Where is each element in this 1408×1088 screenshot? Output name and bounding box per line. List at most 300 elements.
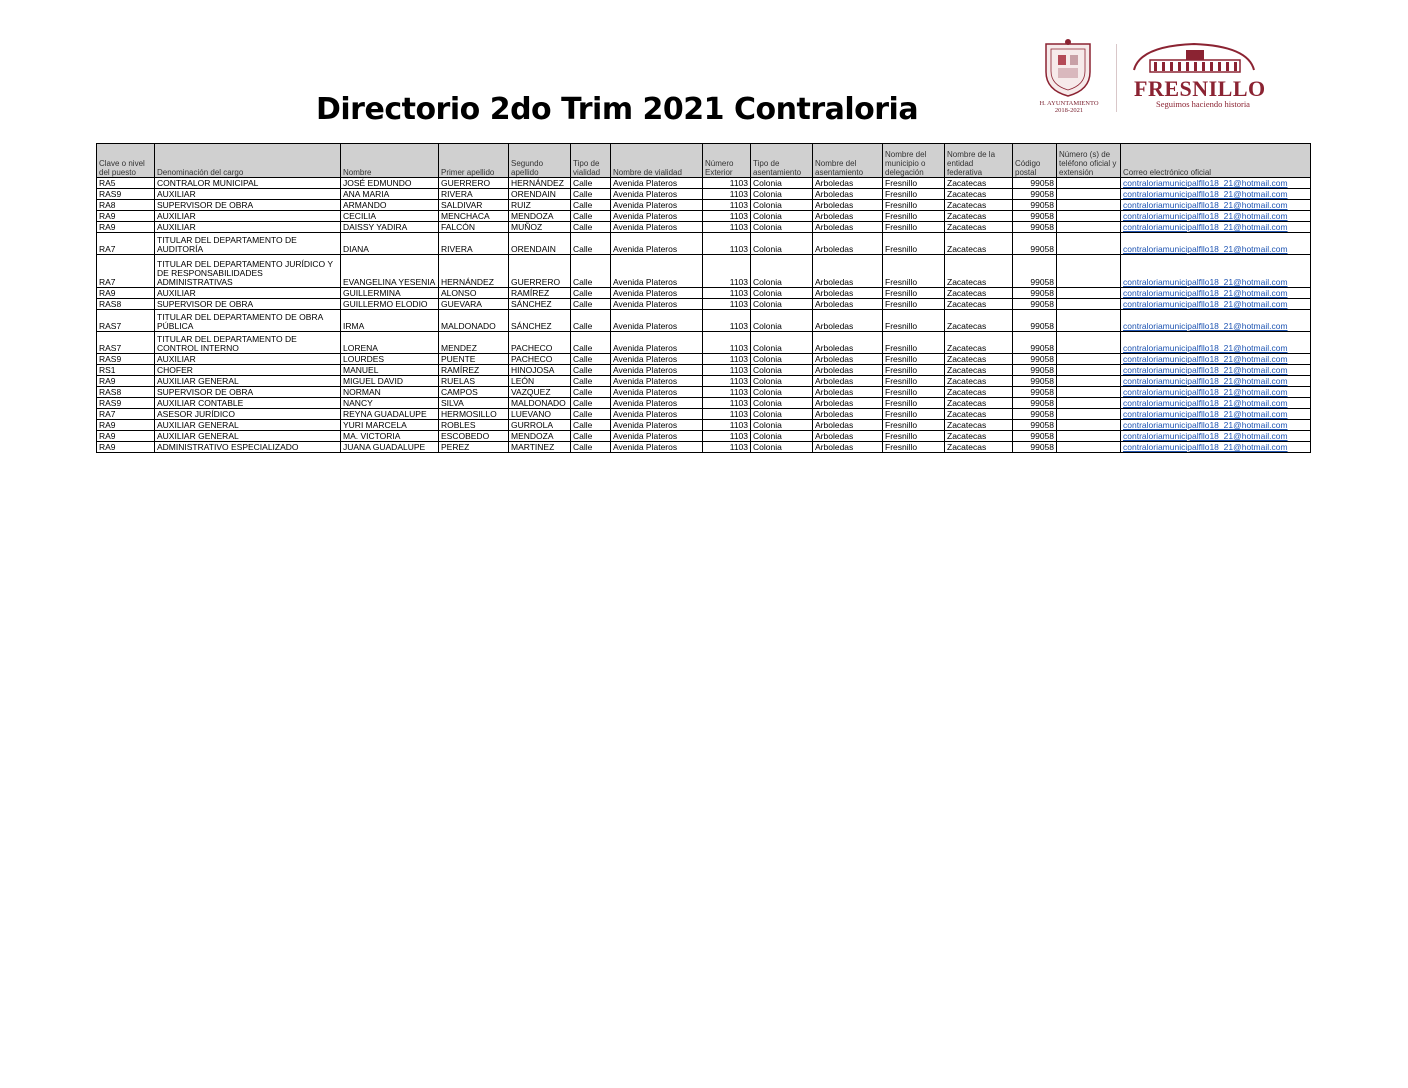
table-cell: Fresnillo <box>883 310 945 332</box>
table-cell <box>1057 365 1121 376</box>
table-cell: PEREZ <box>439 442 509 453</box>
table-cell: YURI MARCELA <box>341 420 439 431</box>
email-link[interactable]: contraloriamunicipalfllo18_21@hotmail.com <box>1121 332 1311 354</box>
table-cell: ANA MARIA <box>341 189 439 200</box>
seal-caption-line2: 2018-2021 <box>1054 107 1084 114</box>
table-row <box>97 431 1311 442</box>
table-cell: Fresnillo <box>883 376 945 387</box>
table-cell: PACHECO <box>509 332 571 354</box>
table-cell: Zacatecas <box>945 288 1013 299</box>
table-cell: HERNÁNDEZ <box>509 178 571 189</box>
email-link[interactable]: contraloriamunicipalfllo18_21@hotmail.com <box>1121 354 1311 365</box>
table-cell <box>1057 376 1121 387</box>
table-cell: Calle <box>571 222 611 233</box>
table-cell: Zacatecas <box>945 365 1013 376</box>
table-cell: Zacatecas <box>945 420 1013 431</box>
table-cell: Calle <box>571 398 611 409</box>
table-cell: Colonia <box>751 376 813 387</box>
table-cell: Arboledas <box>813 354 883 365</box>
column-header: Correo electrónico oficial <box>1121 144 1311 178</box>
table-cell: Colonia <box>751 442 813 453</box>
table-cell: Colonia <box>751 354 813 365</box>
table-cell <box>1057 409 1121 420</box>
table-cell: Avenida Plateros <box>611 211 703 222</box>
email-link[interactable]: contraloriamunicipalfllo18_21@hotmail.com <box>1121 442 1311 453</box>
table-cell: Arboledas <box>813 288 883 299</box>
table-cell: Calle <box>571 365 611 376</box>
table-cell: SUPERVISOR DE OBRA <box>155 299 341 310</box>
table-cell: Calle <box>571 387 611 398</box>
column-header: Número (s) de teléfono oficial y extensión <box>1057 144 1121 178</box>
table-cell: Colonia <box>751 178 813 189</box>
table-cell: Avenida Plateros <box>611 365 703 376</box>
table-cell <box>1057 200 1121 211</box>
table-cell: 1103 <box>703 200 751 211</box>
table-cell: AUXILIAR GENERAL <box>155 376 341 387</box>
table-cell: AUXILIAR CONTABLE <box>155 398 341 409</box>
table-cell: Calle <box>571 288 611 299</box>
table-cell <box>1057 354 1121 365</box>
table-cell: MUÑOZ <box>509 222 571 233</box>
brand-tagline: Seguimos haciendo historia <box>1156 99 1250 109</box>
table-cell: TITULAR DEL DEPARTAMENTO JURÍDICO Y DE RESPONSABILIDADES ADMINISTRATIVAS <box>155 255 341 288</box>
table-cell: 99058 <box>1013 354 1057 365</box>
table-cell: Avenida Plateros <box>611 354 703 365</box>
table-cell: Calle <box>571 376 611 387</box>
table-cell: 1103 <box>703 376 751 387</box>
table-cell: Fresnillo <box>883 354 945 365</box>
table-cell: GUILLERMINA <box>341 288 439 299</box>
table-cell: Zacatecas <box>945 233 1013 255</box>
table-cell: RUELAS <box>439 376 509 387</box>
table-cell: Calle <box>571 189 611 200</box>
table-cell <box>1057 310 1121 332</box>
table-cell: Colonia <box>751 255 813 288</box>
table-cell: Arboledas <box>813 365 883 376</box>
table-cell: Avenida Plateros <box>611 376 703 387</box>
table-cell <box>1057 387 1121 398</box>
column-header: Segundo apellido <box>509 144 571 178</box>
table-cell: Avenida Plateros <box>611 442 703 453</box>
table-cell: AUXILIAR <box>155 288 341 299</box>
table-cell: 1103 <box>703 233 751 255</box>
table-cell: HINOJOSA <box>509 365 571 376</box>
table-cell: 99058 <box>1013 420 1057 431</box>
table-cell: Calle <box>571 200 611 211</box>
table-cell: GUEVARA <box>439 299 509 310</box>
email-link[interactable]: contraloriamunicipalfllo18_21@hotmail.com <box>1121 376 1311 387</box>
table-cell: 99058 <box>1013 233 1057 255</box>
table-cell: AUXILIAR GENERAL <box>155 431 341 442</box>
table-cell: Avenida Plateros <box>611 409 703 420</box>
table-cell: 1103 <box>703 178 751 189</box>
email-link[interactable]: contraloriamunicipalfllo18_21@hotmail.com <box>1121 255 1311 288</box>
table-cell: MENDEZ <box>439 332 509 354</box>
table-cell: 1103 <box>703 442 751 453</box>
table-cell: 99058 <box>1013 310 1057 332</box>
brand-name: FRESNILLO <box>1134 76 1266 101</box>
table-cell: Fresnillo <box>883 233 945 255</box>
table-cell: Calle <box>571 442 611 453</box>
email-link[interactable]: contraloriamunicipalfllo18_21@hotmail.com <box>1121 178 1311 189</box>
table-cell: Zacatecas <box>945 387 1013 398</box>
table-cell: Fresnillo <box>883 387 945 398</box>
table-cell: 99058 <box>1013 255 1057 288</box>
table-row <box>97 398 1311 409</box>
table-cell: AUXILIAR <box>155 354 341 365</box>
table-cell: RA9 <box>97 288 155 299</box>
table-cell: MENDOZA <box>509 211 571 222</box>
table-cell: Arboledas <box>813 200 883 211</box>
table-row <box>97 178 1311 189</box>
table-cell: ROBLES <box>439 420 509 431</box>
table-cell: Zacatecas <box>945 299 1013 310</box>
column-header: Denominación del cargo <box>155 144 341 178</box>
logo-divider <box>1116 44 1117 112</box>
seal-caption-line1: H. AYUNTAMIENTO <box>1039 100 1099 107</box>
table-cell: 1103 <box>703 398 751 409</box>
table-cell: Colonia <box>751 233 813 255</box>
table-cell: NANCY <box>341 398 439 409</box>
table-cell: RAS7 <box>97 332 155 354</box>
table-cell: Zacatecas <box>945 222 1013 233</box>
table-cell: Calle <box>571 310 611 332</box>
table-cell: VAZQUEZ <box>509 387 571 398</box>
table-cell: 1103 <box>703 354 751 365</box>
table-cell: Fresnillo <box>883 398 945 409</box>
table-row <box>97 387 1311 398</box>
table-cell: 1103 <box>703 255 751 288</box>
email-link[interactable]: contraloriamunicipalfllo18_21@hotmail.com <box>1121 189 1311 200</box>
table-cell: Fresnillo <box>883 332 945 354</box>
table-cell: Calle <box>571 255 611 288</box>
table-cell: MA. VICTORIA <box>341 431 439 442</box>
table-cell: NORMAN <box>341 387 439 398</box>
table-cell: Fresnillo <box>883 365 945 376</box>
column-header: Clave o nivel del puesto <box>97 144 155 178</box>
table-cell <box>1057 431 1121 442</box>
table-cell: 99058 <box>1013 211 1057 222</box>
table-cell: Zacatecas <box>945 376 1013 387</box>
table-row <box>97 365 1311 376</box>
table-cell: 1103 <box>703 332 751 354</box>
table-cell: 99058 <box>1013 387 1057 398</box>
email-link[interactable]: contraloriamunicipalfllo18_21@hotmail.com <box>1121 288 1311 299</box>
table-cell: 99058 <box>1013 332 1057 354</box>
table-cell: AUXILIAR <box>155 189 341 200</box>
table-cell: RA9 <box>97 376 155 387</box>
table-cell: 99058 <box>1013 431 1057 442</box>
table-cell: Arboledas <box>813 233 883 255</box>
table-cell: CHOFER <box>155 365 341 376</box>
table-cell: Fresnillo <box>883 288 945 299</box>
table-cell <box>1057 288 1121 299</box>
table-cell: Zacatecas <box>945 431 1013 442</box>
table-cell: DIANA <box>341 233 439 255</box>
table-cell: GUERRERO <box>509 255 571 288</box>
table-cell: Zacatecas <box>945 310 1013 332</box>
table-cell: Zacatecas <box>945 409 1013 420</box>
table-cell: 1103 <box>703 222 751 233</box>
table-cell: 1103 <box>703 299 751 310</box>
table-cell: MALDONADO <box>439 310 509 332</box>
table-cell: RAS8 <box>97 299 155 310</box>
table-cell: Arboledas <box>813 211 883 222</box>
table-cell: IRMA <box>341 310 439 332</box>
table-cell: TITULAR DEL DEPARTAMENTO DE AUDITORÍA <box>155 233 341 255</box>
table-cell: LEÓN <box>509 376 571 387</box>
table-cell: 99058 <box>1013 299 1057 310</box>
table-cell: RAMÍREZ <box>509 288 571 299</box>
table-cell: Fresnillo <box>883 178 945 189</box>
table-cell: Avenida Plateros <box>611 431 703 442</box>
table-cell: Colonia <box>751 310 813 332</box>
table-cell: ASESOR JURÍDICO <box>155 409 341 420</box>
column-header: Tipo de asentamiento <box>751 144 813 178</box>
table-cell: RA5 <box>97 178 155 189</box>
table-cell: RAS9 <box>97 189 155 200</box>
table-cell: 1103 <box>703 310 751 332</box>
table-cell: Avenida Plateros <box>611 420 703 431</box>
table-cell: HERNÁNDEZ <box>439 255 509 288</box>
table-cell: Avenida Plateros <box>611 310 703 332</box>
table-cell: Arboledas <box>813 255 883 288</box>
table-row <box>97 420 1311 431</box>
table-cell: RAS8 <box>97 387 155 398</box>
table-cell: 99058 <box>1013 189 1057 200</box>
table-cell: Colonia <box>751 409 813 420</box>
table-cell: RA9 <box>97 431 155 442</box>
column-header: Nombre de la entidad federativa <box>945 144 1013 178</box>
table-row <box>97 354 1311 365</box>
table-cell: Colonia <box>751 365 813 376</box>
column-header: Primer apellido <box>439 144 509 178</box>
table-cell: RUIZ <box>509 200 571 211</box>
table-cell: Avenida Plateros <box>611 178 703 189</box>
table-cell: RA8 <box>97 200 155 211</box>
table-cell: Fresnillo <box>883 442 945 453</box>
column-header: Nombre de vialidad <box>611 144 703 178</box>
table-cell: RAMÍREZ <box>439 365 509 376</box>
table-cell: PACHECO <box>509 354 571 365</box>
table-cell: Arboledas <box>813 420 883 431</box>
email-link[interactable]: contraloriamunicipalfllo18_21@hotmail.com <box>1121 365 1311 376</box>
table-cell: 1103 <box>703 365 751 376</box>
table-cell: Calle <box>571 431 611 442</box>
email-link[interactable]: contraloriamunicipalfllo18_21@hotmail.com <box>1121 299 1311 310</box>
table-cell: Calle <box>571 354 611 365</box>
table-cell: RA7 <box>97 409 155 420</box>
table-cell: Zacatecas <box>945 189 1013 200</box>
table-cell: Zacatecas <box>945 332 1013 354</box>
table-cell: 1103 <box>703 211 751 222</box>
table-cell: LORENA <box>341 332 439 354</box>
table-cell: Fresnillo <box>883 255 945 288</box>
table-cell: FALCÓN <box>439 222 509 233</box>
table-cell: 1103 <box>703 387 751 398</box>
table-cell: ADMINISTRATIVO ESPECIALIZADO <box>155 442 341 453</box>
table-cell: LUEVANO <box>509 409 571 420</box>
table-cell: Zacatecas <box>945 354 1013 365</box>
table-cell: AUXILIAR <box>155 222 341 233</box>
table-cell: RA9 <box>97 222 155 233</box>
document-title: Directorio 2do Trim 2021 Contraloria <box>316 92 919 127</box>
table-cell: RA7 <box>97 255 155 288</box>
email-link[interactable]: contraloriamunicipalfllo18_21@hotmail.com <box>1121 420 1311 431</box>
table-cell: Avenida Plateros <box>611 299 703 310</box>
table-row <box>97 299 1311 310</box>
table-row <box>97 409 1311 420</box>
table-cell: LOURDES <box>341 354 439 365</box>
table-cell: 99058 <box>1013 288 1057 299</box>
table-cell: MANUEL <box>341 365 439 376</box>
table-cell: 99058 <box>1013 376 1057 387</box>
column-header: Nombre <box>341 144 439 178</box>
table-cell: Avenida Plateros <box>611 387 703 398</box>
table-cell: Arboledas <box>813 409 883 420</box>
email-link[interactable]: contraloriamunicipalfllo18_21@hotmail.com <box>1121 233 1311 255</box>
table-cell: ALONSO <box>439 288 509 299</box>
table-cell: Fresnillo <box>883 409 945 420</box>
table-cell: Calle <box>571 420 611 431</box>
table-cell: Zacatecas <box>945 398 1013 409</box>
table-cell: MALDONADO <box>509 398 571 409</box>
table-cell: JOSÉ EDMUNDO <box>341 178 439 189</box>
table-cell: Avenida Plateros <box>611 255 703 288</box>
table-cell: 1103 <box>703 189 751 200</box>
table-cell: ORENDAIN <box>509 233 571 255</box>
table-cell: Avenida Plateros <box>611 332 703 354</box>
table-cell: Colonia <box>751 222 813 233</box>
table-cell: RAS7 <box>97 310 155 332</box>
table-cell: RA9 <box>97 211 155 222</box>
table-cell: Avenida Plateros <box>611 189 703 200</box>
email-link[interactable]: contraloriamunicipalfllo18_21@hotmail.com <box>1121 310 1311 332</box>
table-cell: 99058 <box>1013 409 1057 420</box>
email-link[interactable]: contraloriamunicipalfllo18_21@hotmail.com <box>1121 211 1311 222</box>
table-row <box>97 376 1311 387</box>
table-cell: Avenida Plateros <box>611 200 703 211</box>
table-cell: 99058 <box>1013 200 1057 211</box>
table-cell: JUANA GUADALUPE <box>341 442 439 453</box>
table-cell: Colonia <box>751 398 813 409</box>
table-cell: GUERRERO <box>439 178 509 189</box>
table-cell: Arboledas <box>813 222 883 233</box>
table-cell <box>1057 299 1121 310</box>
table-cell: CONTRALOR MUNICIPAL <box>155 178 341 189</box>
table-cell: MARTINEZ <box>509 442 571 453</box>
email-link[interactable]: contraloriamunicipalfllo18_21@hotmail.com <box>1121 398 1311 409</box>
table-row <box>97 442 1311 453</box>
coat-of-arms-icon <box>1040 38 1096 100</box>
table-cell: ESCOBEDO <box>439 431 509 442</box>
table-cell: Arboledas <box>813 376 883 387</box>
table-row <box>97 189 1311 200</box>
table-cell <box>1057 189 1121 200</box>
table-body <box>97 178 1311 453</box>
table-cell: TITULAR DEL DEPARTAMENTO DE OBRA PÚBLICA <box>155 310 341 332</box>
column-header: Tipo de vialidad <box>571 144 611 178</box>
table-cell: SÁNCHEZ <box>509 299 571 310</box>
table-cell: SILVA <box>439 398 509 409</box>
table-cell: Zacatecas <box>945 178 1013 189</box>
table-cell: Calle <box>571 332 611 354</box>
table-cell <box>1057 442 1121 453</box>
email-link[interactable]: contraloriamunicipalfllo18_21@hotmail.com <box>1121 431 1311 442</box>
column-header: Nombre del asentamiento <box>813 144 883 178</box>
table-cell: Calle <box>571 233 611 255</box>
table-cell <box>1057 222 1121 233</box>
table-cell: Fresnillo <box>883 200 945 211</box>
table-cell: SALDIVAR <box>439 200 509 211</box>
table-cell <box>1057 420 1121 431</box>
table-cell: Zacatecas <box>945 211 1013 222</box>
table-cell: DAISSY YADIRA <box>341 222 439 233</box>
table-cell: EVANGELINA YESENIA <box>341 255 439 288</box>
table-cell: Fresnillo <box>883 431 945 442</box>
table-cell: RIVERA <box>439 189 509 200</box>
table-cell: Colonia <box>751 332 813 354</box>
table-cell: CECILIA <box>341 211 439 222</box>
table-cell: MENDOZA <box>509 431 571 442</box>
table-row <box>97 310 1311 332</box>
email-link[interactable]: contraloriamunicipalfllo18_21@hotmail.com <box>1121 222 1311 233</box>
table-cell: Arboledas <box>813 189 883 200</box>
table-cell: ARMANDO <box>341 200 439 211</box>
table-cell: Zacatecas <box>945 255 1013 288</box>
table-row <box>97 222 1311 233</box>
table-cell: Colonia <box>751 200 813 211</box>
table-cell: RS1 <box>97 365 155 376</box>
column-header: Código postal <box>1013 144 1057 178</box>
table-cell: Calle <box>571 409 611 420</box>
table-cell: SUPERVISOR DE OBRA <box>155 387 341 398</box>
table-cell: RA9 <box>97 420 155 431</box>
table-cell: RAS9 <box>97 398 155 409</box>
table-cell: 1103 <box>703 409 751 420</box>
table-cell: AUXILIAR GENERAL <box>155 420 341 431</box>
table-cell: Avenida Plateros <box>611 233 703 255</box>
table-cell: Fresnillo <box>883 299 945 310</box>
table-cell: SUPERVISOR DE OBRA <box>155 200 341 211</box>
table-cell: Colonia <box>751 387 813 398</box>
table-cell: Colonia <box>751 299 813 310</box>
table-cell: Colonia <box>751 431 813 442</box>
table-cell: 99058 <box>1013 178 1057 189</box>
table-cell: 1103 <box>703 288 751 299</box>
table-row <box>97 255 1311 288</box>
email-link[interactable]: contraloriamunicipalfllo18_21@hotmail.com <box>1121 409 1311 420</box>
table-cell: 1103 <box>703 431 751 442</box>
table-cell: Zacatecas <box>945 200 1013 211</box>
table-cell: Colonia <box>751 288 813 299</box>
table-cell: Calle <box>571 178 611 189</box>
table-cell: GUILLERMO ELODIO <box>341 299 439 310</box>
table-row <box>97 332 1311 354</box>
table-cell: Calle <box>571 211 611 222</box>
table-cell: Colonia <box>751 189 813 200</box>
table-cell: REYNA GUADALUPE <box>341 409 439 420</box>
table-cell: Arboledas <box>813 299 883 310</box>
table-cell: RIVERA <box>439 233 509 255</box>
email-link[interactable]: contraloriamunicipalfllo18_21@hotmail.com <box>1121 200 1311 211</box>
email-link[interactable]: contraloriamunicipalfllo18_21@hotmail.com <box>1121 387 1311 398</box>
table-cell: GURROLA <box>509 420 571 431</box>
table-cell: SÁNCHEZ <box>509 310 571 332</box>
table-cell: Calle <box>571 299 611 310</box>
table-cell: HERMOSILLO <box>439 409 509 420</box>
table-cell: ORENDAIN <box>509 189 571 200</box>
